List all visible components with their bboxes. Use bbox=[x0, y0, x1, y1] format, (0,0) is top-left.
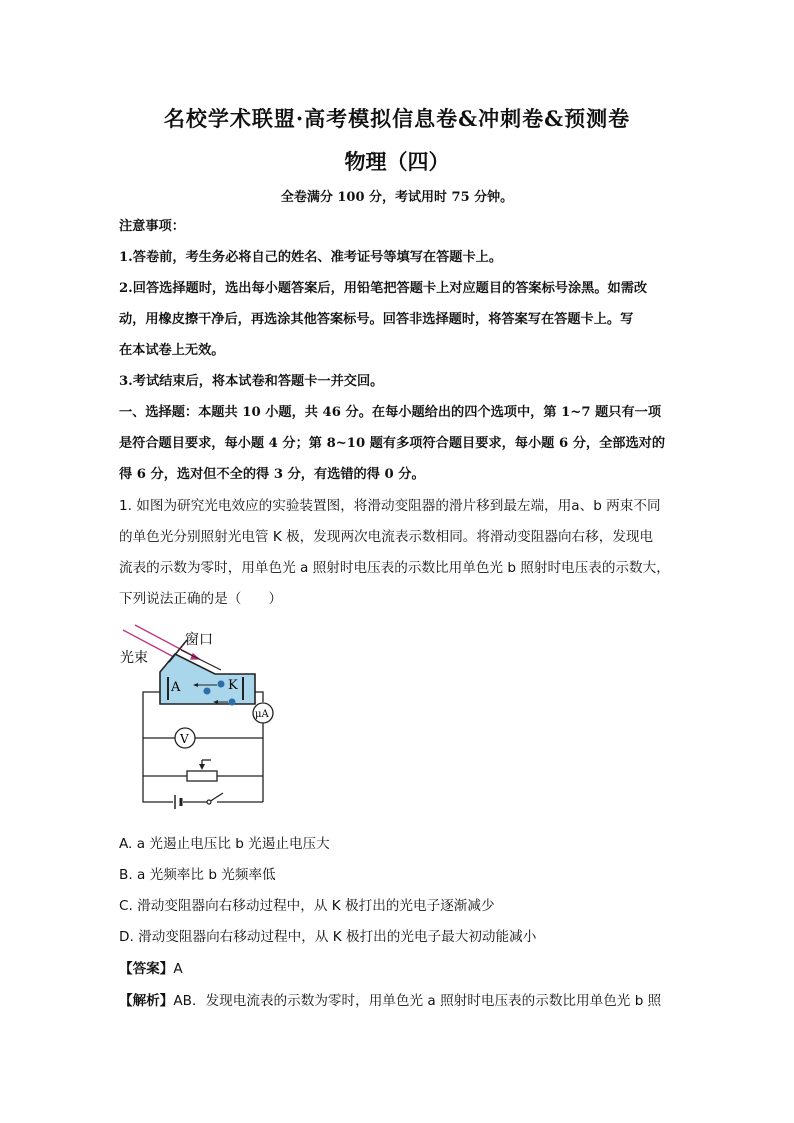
window-label: 窗口 bbox=[185, 632, 213, 648]
notes-item: 动，用橡皮擦干净后，再选涂其他答案标号。回答非选择题时，将答案写在答题卡上。写 bbox=[119, 312, 634, 327]
answer-tag: 【答案】 bbox=[119, 961, 174, 977]
analysis-tag: 【解析】 bbox=[119, 993, 174, 1009]
exam-title: 名校学术联盟·高考模拟信息卷&冲刺卷&预测卷 bbox=[163, 106, 631, 131]
section-instructions: 是符合题目要求，每小题 4 分；第 8~10 题有多项符合题目要求，每小题 6 分，全部选对的 bbox=[119, 436, 666, 451]
switch-icon bbox=[207, 800, 211, 804]
analysis-text: AB．发现电流表的示数为零时，用单色光 a 照射时电压表的示数比用单色光 b 照 bbox=[173, 993, 662, 1009]
cathode-label: K bbox=[228, 678, 238, 693]
notes-item: 在本试卷上无效。 bbox=[119, 343, 225, 358]
answer-value: A bbox=[173, 961, 183, 977]
option-b: B. a 光频率比 b 光频率低 bbox=[119, 867, 276, 883]
notes-item: 2.回答选择题时，选出每小题答案后，用铅笔把答题卡上对应题目的答案标号涂黑。如需改 bbox=[119, 281, 648, 296]
section-instructions: 得 6 分，选对但不全的得 3 分，有选错的得 0 分。 bbox=[119, 467, 425, 482]
ammeter-label: μA bbox=[255, 709, 269, 720]
section-instructions: 一、选择题：本题共 10 小题，共 46 分。在每小题给出的四个选项中，第 1~7 题只有一项 bbox=[119, 405, 662, 420]
option-d: D. 滑动变阻器向右移动过程中，从 K 极打出的光电子最大初动能减小 bbox=[119, 929, 537, 945]
exam-subtitle: 物理（四） bbox=[344, 149, 450, 174]
question-1-text: 下列说法正确的是（ ） bbox=[119, 591, 283, 607]
beam-label: 光束 bbox=[120, 650, 148, 666]
phototube-icon bbox=[160, 640, 255, 706]
notes-heading: 注意事项： bbox=[119, 219, 185, 234]
option-c: C. 滑动变阻器向右移动过程中，从 K 极打出的光电子逐渐减少 bbox=[119, 898, 495, 914]
question-1-text: 1. 如图为研究光电效应的实验装置图，将滑动变阻器的滑片移到最左端，用a、b 两束不同 bbox=[119, 498, 661, 514]
option-a: A. a 光遏止电压比 b 光遏止电压大 bbox=[119, 836, 330, 852]
voltmeter-label: V bbox=[180, 732, 189, 746]
analysis-line bbox=[119, 989, 661, 1009]
photoelectric-circuit-diagram bbox=[115, 622, 285, 812]
exam-info: 全卷满分 100 分，考试用时 75 分钟。 bbox=[280, 190, 514, 205]
anode-label: A bbox=[171, 680, 181, 695]
notes-item: 1.答卷前，考生务必将自己的姓名、准考证号等填写在答题卡上。 bbox=[119, 250, 503, 265]
battery-icon bbox=[175, 795, 181, 809]
question-1-text: 流表的示数为零时，用单色光 a 照射时电压表的示数比用单色光 b 照射时电压表的示数大， bbox=[119, 560, 670, 576]
notes-item: 3.考试结束后，将本试卷和答题卡一并交回。 bbox=[119, 374, 384, 389]
question-1-text: 的单色光分别照射光电管 K 极，发现两次电流表示数相同。将滑动变阻器向右移，发现电 bbox=[119, 529, 654, 545]
answer-line bbox=[119, 957, 183, 977]
